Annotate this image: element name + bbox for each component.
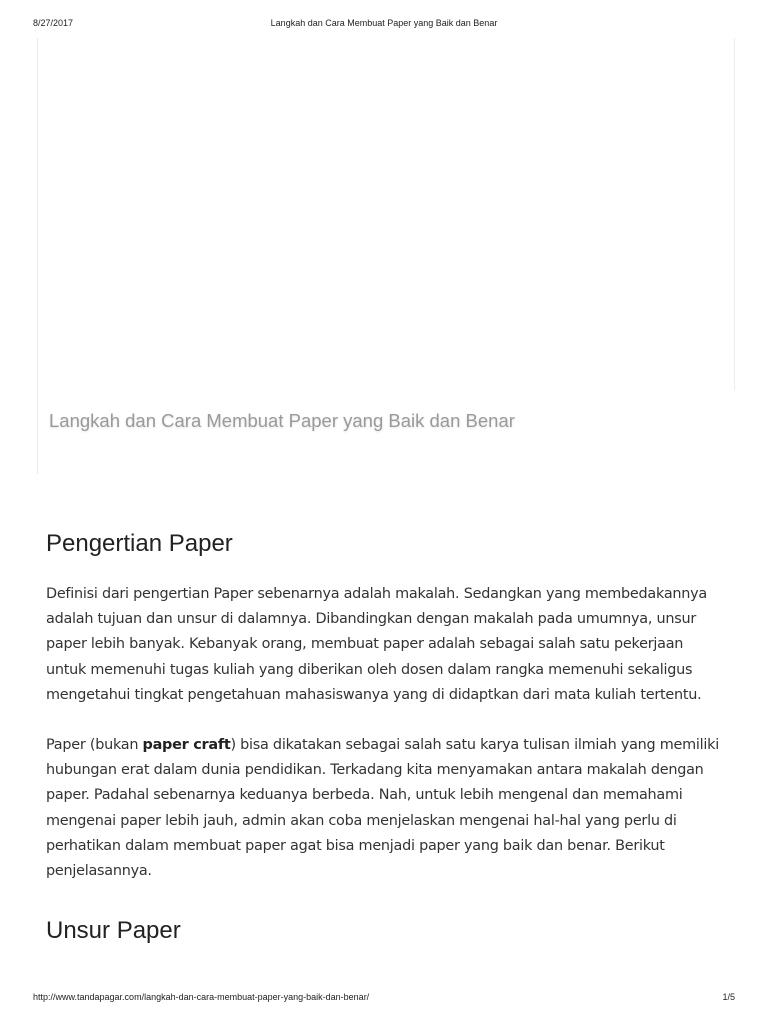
- text-fragment: Paper (bukan: [46, 737, 143, 753]
- hero-right-divider: [734, 38, 735, 390]
- print-date: 8/27/2017: [33, 18, 74, 28]
- print-header: [0, 18, 768, 32]
- paragraph-line: mengenai paper lebih jauh, admin akan coba menjelaskan mengenai hal-hal yang perlu di: [46, 812, 677, 829]
- print-page-number: 1/5: [722, 992, 735, 1002]
- paragraph-definisi: [46, 582, 726, 708]
- section-heading-pengertian: Pengertian Paper: [46, 530, 233, 557]
- paragraph-line: penjelasannya.: [46, 863, 152, 880]
- paragraph-line: paper. Padahal sebenarnya keduanya berbeda. Nah, untuk lebih mengenal dan memahami: [46, 787, 683, 804]
- paragraph-line: mengetahui tingkat pengetahuan mahasiswanya yang di didaptkan dari mata kuliah tertentu.: [46, 686, 702, 703]
- paper-craft-link[interactable]: paper craft: [142, 737, 231, 753]
- text-fragment: ) bisa dikatakan sebagai salah satu karya tulisan ilmiah yang memiliki: [230, 737, 719, 753]
- paragraph-line: paper lebih banyak. Kebanyak orang, membuat paper adalah sebagai salah satu pekerjaan: [46, 636, 684, 653]
- print-url: http://www.tandapagar.com/langkah-dan-cara-membuat-paper-yang-baik-dan-benar/: [33, 992, 370, 1002]
- section-heading-unsur: Unsur Paper: [46, 917, 181, 944]
- hero-banner: [37, 38, 735, 474]
- paragraph-line: perhatikan dalam membuat paper agat bisa menjadi paper yang baik dan benar. Berikut: [46, 837, 665, 854]
- paragraph-line: [46, 733, 726, 758]
- paragraph-line: untuk memenuhi tugas kuliah yang diberikan oleh dosen dalam rangka memenuhi sekaligus: [46, 661, 693, 678]
- paragraph-line: adalah tujuan dan unsur di dalamnya. Dibandingkan dengan makalah pada umumnya, unsur: [46, 611, 697, 628]
- print-footer: [0, 992, 768, 1006]
- print-page-title: Langkah dan Cara Membuat Paper yang Baik dan Benar: [270, 18, 498, 28]
- paragraph-line: Definisi dari pengertian Paper sebenarnya adalah makalah. Sedangkan yang membedakannya: [46, 586, 707, 602]
- article-title: Langkah dan Cara Membuat Paper yang Baik dan Benar: [49, 410, 515, 431]
- paragraph-paper-craft: [46, 733, 726, 884]
- hero-left-divider: [37, 38, 38, 474]
- paragraph-line: hubungan erat dalam dunia pendidikan. Terkadang kita menyamakan antara makalah dengan: [46, 762, 704, 779]
